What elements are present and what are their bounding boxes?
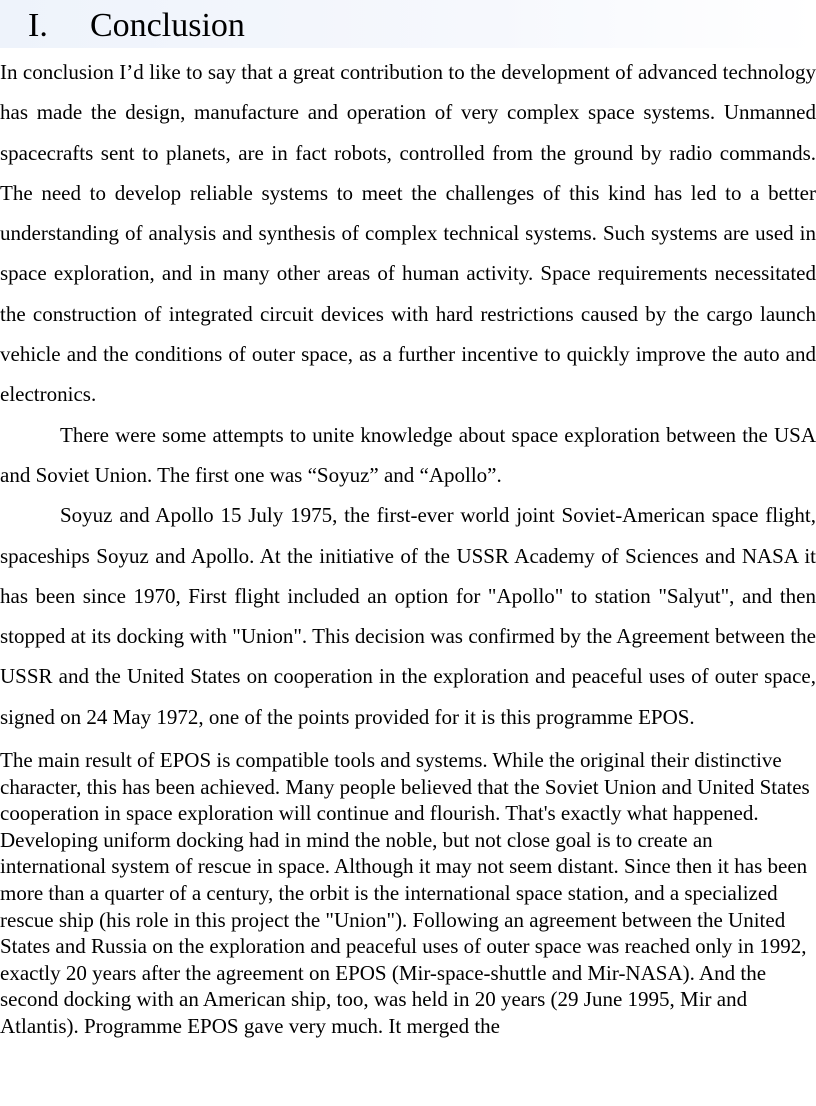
single-spaced-block <box>0 747 816 1040</box>
document-body <box>0 52 816 1040</box>
double-spaced-block <box>0 52 816 737</box>
paragraph-epos-result: The main result of EPOS is compatible tools and systems. While the original their distinctive character, this has been achieved. Many people believed that the Soviet Union and United States cooperation in space exploration will continue and flourish. That's exactly what happened. Developing uniform docking had in mind the noble, but not close goal is to create an international system of rescue in space. Although it may not seem distant. Since then it has been more than a quarter of a century, the orbit is the international space station, and a specialized rescue ship (his role in this project the "Union"). Following an agreement between the United States and Russia on the exploration and peaceful uses of outer space was reached only in 1992, exactly 20 years after the agreement on EPOS (Mir-space-shuttle and Mir-NASA). And the second docking with an American ship, too, was held in 20 years (29 June 1995, Mir and Atlantis). Programme EPOS gave very much. It merged the <box>0 748 810 1038</box>
section-number: I. <box>28 7 48 44</box>
section-heading <box>28 4 245 48</box>
paragraph-conclusion-intro: In conclusion I’d like to say that a great contribution to the development of advanced technology has made the design, manufacture and operation of very complex space systems. Unmanned spacecrafts sent to planets, are in fact robots, controlled from the ground by radio commands. The need to develop reliable systems to meet the challenges of this kind has led to a better understanding of analysis and synthesis of complex technical systems. Such systems are used in space exploration, and in many other areas of human activity. Space requirements necessitated the construction of integrated circuit devices with hard restrictions caused by the cargo launch vehicle and the conditions of outer space, as a further incentive to quickly improve the auto and electronics. <box>0 60 816 407</box>
paragraph-cooperation-attempts: There were some attempts to unite knowledge about space exploration between the USA and Soviet Union. The first one was “Soyuz” and “Apollo”. <box>0 422 816 487</box>
section-title: Conclusion <box>90 7 245 44</box>
paragraph-soyuz-apollo: Soyuz and Apollo 15 July 1975, the first-ever world joint Soviet-American space flight, spaceships Soyuz and Apollo. At the initiative of the USSR Academy of Sciences and NASA it has been since 1970, First flight included an option for "Apollo" to station "Salyut", and then stopped at its docking with "Union". This decision was confirmed by the Agreement between the USSR and the United States on cooperation in the exploration and peaceful uses of outer space, signed on 24 May 1972, one of the points provided for it is this programme EPOS. <box>0 503 816 729</box>
